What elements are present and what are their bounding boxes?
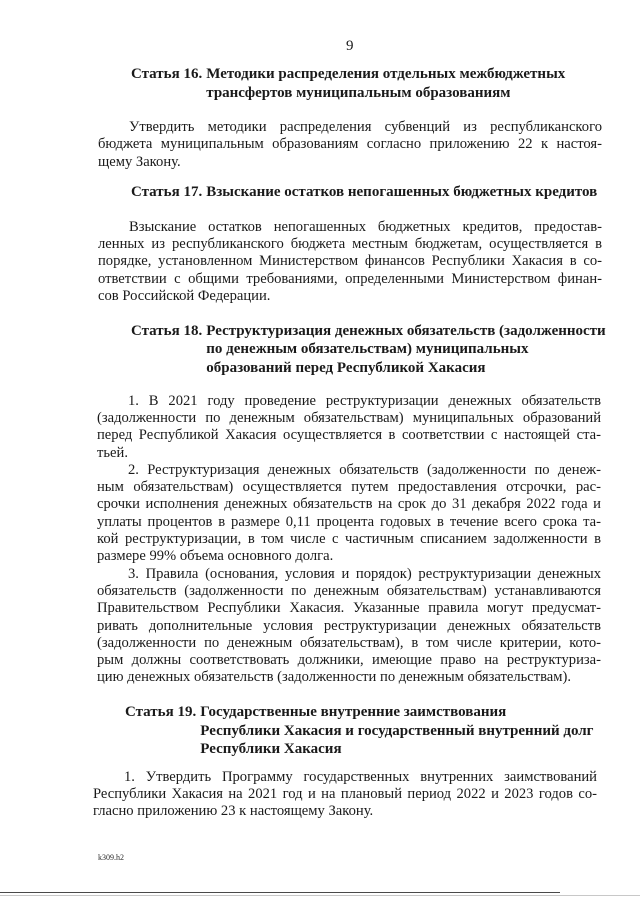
paragraph: [98, 119, 602, 171]
text-line: Утвердить методики распределения субвенций из республиканского: [129, 119, 602, 136]
text-line: рым должны соответствовать должники, имеющие право на реструктуриза-: [97, 652, 601, 669]
text-line: гласно приложению 23 к настоящему Закону.: [93, 803, 374, 820]
scan-edge-line: [0, 892, 560, 893]
text-line: 3. Правила (основания, условия и порядок) реструктуризации денежных: [128, 565, 601, 582]
article-17-heading: [131, 183, 597, 201]
scan-edge-line-faint: [0, 895, 640, 896]
article-label: Статья 17.: [131, 184, 203, 201]
paragraph: [97, 462, 601, 566]
text-line: Республики Хакасия на 2021 год и на плановый период 2022 и 2023 годов со-: [93, 785, 597, 802]
text-line: ответствии с общими требованиями, определенными Министерством финан-: [98, 270, 602, 287]
text-line: обязательств (задолженности по денежным обязательствам) устанавливаются: [97, 582, 601, 599]
text-line: 2. Реструктуризация денежных обязательств (задолженности по денеж-: [128, 461, 601, 478]
text-line: сов Российской Федерации.: [98, 287, 271, 304]
article-label: Статья 19.: [125, 704, 197, 721]
article-17-text: [98, 219, 602, 305]
text-line: порядке, установленном Министерством финансов Республики Хакасия в со-: [98, 253, 602, 270]
text-line: перед Республикой Хакасия осуществляется в соответствии с настоящей ста-: [97, 427, 601, 444]
article-title: [206, 183, 597, 201]
text-line: (задолженности по денежным обязательствам), в том числе критерии, кото-: [97, 634, 601, 651]
article-title-line: Взыскание остатков непогашенных бюджетных кредитов: [206, 184, 598, 201]
article-16-text: [98, 119, 602, 171]
text-line: срочки исполнения денежных обязательств на срок до 31 декабря 2022 года и: [97, 496, 601, 513]
footer-document-code: k309.h2: [98, 853, 124, 862]
article-label: Статья 18.: [131, 322, 203, 339]
text-line: уплаты процентов в размере 0,11 процента годовых в течение всего срока та-: [97, 513, 601, 530]
article-title-line: по денежным обязательствам) муниципальных: [206, 341, 529, 358]
article-title-line: образований перед Республикой Хакасия: [206, 359, 486, 376]
text-line: цию денежных обязательств (задолженности по денежным обязательствам).: [97, 669, 572, 686]
article-title-line: трансфертов муниципальным образованиям: [206, 84, 511, 101]
text-line: щему Закону.: [98, 153, 181, 170]
article-19-heading: [125, 703, 594, 758]
article-title-line: Реструктуризация денежных обязательств (задолженности: [206, 322, 606, 339]
article-title-line: Методики распределения отдельных межбюджетных: [206, 66, 566, 83]
article-title-line: Республики Хакасия: [200, 741, 342, 757]
text-line: Взыскание остатков непогашенных бюджетных кредитов, предостав-: [129, 218, 602, 235]
text-line: Правительством Республики Хакасия. Указанные правила могут предусмат-: [97, 600, 601, 617]
text-line: 1. Утвердить Программу государственных внутренних заимствований: [124, 768, 597, 785]
article-title: [200, 703, 593, 758]
article-title-line: Государственные внутренние заимствования: [200, 704, 507, 721]
text-line: тьей.: [97, 444, 128, 461]
text-line: ленных из республиканского бюджета местным бюджетам, осуществляется в: [98, 235, 602, 252]
text-line: 1. В 2021 году проведение реструктуризации денежных обязательств: [128, 392, 601, 409]
article-title: [206, 65, 565, 102]
article-18-text: [97, 393, 601, 687]
article-16-heading: [131, 65, 565, 102]
text-line: (задолженности по денежным обязательствам) муниципальных образований: [97, 409, 601, 426]
article-label: Статья 16.: [131, 66, 203, 83]
text-line: ным обязательствам) осуществляется путем предоставления отсрочки, рас-: [97, 479, 601, 496]
page-number: 9: [346, 38, 354, 54]
paragraph: [93, 769, 597, 821]
text-line: бюджета муниципальным образованиям согласно приложению 22 к настоя-: [98, 136, 602, 153]
article-title: [206, 322, 605, 377]
paragraph: [97, 566, 601, 687]
paragraph: [97, 393, 601, 462]
paragraph: [98, 219, 602, 305]
article-18-heading: [131, 322, 606, 377]
article-title-line: Республики Хакасия и государственный внутренний долг: [200, 722, 594, 739]
text-line: ривать дополнительные условия реструктуризации денежных обязательств: [97, 617, 601, 634]
article-19-text: [93, 769, 597, 821]
text-line: размере 99% объема основного долга.: [97, 548, 334, 565]
text-line: кой реструктуризации, в том числе с частичным списанием задолженности в: [97, 531, 601, 548]
